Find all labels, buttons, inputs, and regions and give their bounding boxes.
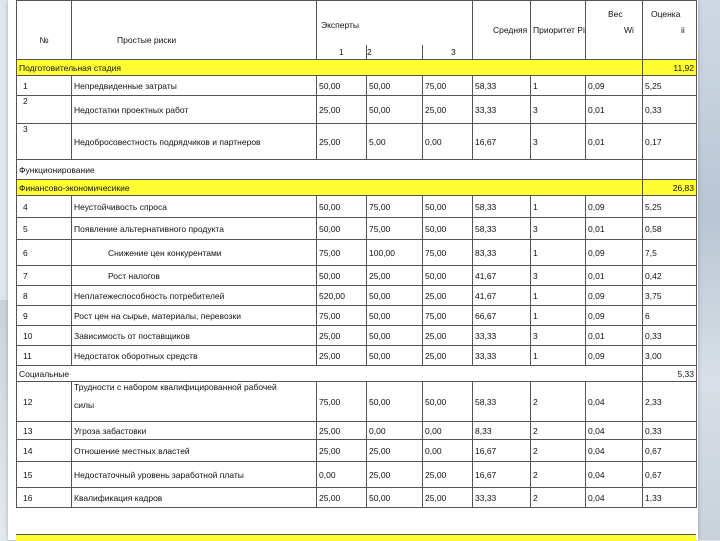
cell-e3: 25,00 <box>423 326 473 346</box>
cell-e1: 25,00 <box>317 440 367 462</box>
section-total: 11,92 <box>643 60 697 76</box>
cell-s: 0,58 <box>643 218 697 240</box>
risk-name-text-cont: силы <box>74 400 95 410</box>
cell-e2: 100,00 <box>367 240 423 266</box>
cell-e3: 0,00 <box>423 124 473 160</box>
table-row <box>17 124 697 160</box>
header-row <box>17 1 697 45</box>
header-expert-1: 1 <box>317 45 367 60</box>
cell-s: 2,33 <box>643 382 697 422</box>
cell-e1: 50,00 <box>317 266 367 286</box>
cell-e1: 25,00 <box>317 124 367 160</box>
cell-p: 1 <box>531 346 586 366</box>
table-row <box>17 240 697 266</box>
header-score <box>643 1 697 60</box>
cell-p: 1 <box>531 306 586 326</box>
risk-name-text: Зависимость от поставщиков <box>74 330 190 341</box>
table-row <box>17 326 697 346</box>
table-row <box>17 346 697 366</box>
cell-w: 0,01 <box>586 218 643 240</box>
cell-p: 1 <box>531 240 586 266</box>
section-total: 5,33 <box>643 366 697 382</box>
cell-p: 2 <box>531 462 586 488</box>
row-number: 9 <box>17 306 72 326</box>
cell-e1: 25,00 <box>317 326 367 346</box>
table-row <box>17 488 697 508</box>
cell-w: 0,01 <box>586 96 643 124</box>
risk-name <box>72 382 317 422</box>
cell-p: 2 <box>531 488 586 508</box>
risk-name <box>72 240 317 266</box>
cell-e1: 25,00 <box>317 96 367 124</box>
cell-s: 0,17 <box>643 124 697 160</box>
cell-avg: 16,67 <box>473 462 531 488</box>
table-row <box>17 422 697 440</box>
cell-e2: 50,00 <box>367 382 423 422</box>
cell-w: 0,09 <box>586 346 643 366</box>
risk-name <box>72 462 317 488</box>
risk-name <box>72 306 317 326</box>
cell-e2: 50,00 <box>367 306 423 326</box>
header-score-label: Оценка <box>651 9 681 19</box>
cell-avg: 58,33 <box>473 76 531 96</box>
row-number: 8 <box>17 286 72 306</box>
header-average: Средняя <box>473 1 531 60</box>
risk-name-text: Непредвиденные затраты <box>74 80 177 91</box>
cell-e3: 75,00 <box>423 76 473 96</box>
cell-w: 0,09 <box>586 240 643 266</box>
cell-e2: 50,00 <box>367 96 423 124</box>
cell-avg: 58,33 <box>473 382 531 422</box>
cell-e1: 50,00 <box>317 76 367 96</box>
table-row <box>17 440 697 462</box>
cell-avg: 16,67 <box>473 440 531 462</box>
risk-name-text: Недобросовестность подрядчиков и партнеров <box>74 136 261 147</box>
cell-avg: 66,67 <box>473 306 531 326</box>
cell-e3: 50,00 <box>423 382 473 422</box>
cell-e2: 25,00 <box>367 440 423 462</box>
risk-name <box>72 440 317 462</box>
cell-e2: 50,00 <box>367 286 423 306</box>
cell-p: 3 <box>531 266 586 286</box>
row-number: 7 <box>17 266 72 286</box>
cell-avg: 83,33 <box>473 240 531 266</box>
section-row-s1 <box>17 60 697 76</box>
cell-e3: 50,00 <box>423 218 473 240</box>
section-label: Финансово-экономичесикие <box>17 180 643 196</box>
row-number: 6 <box>17 240 72 266</box>
cell-e3: 25,00 <box>423 488 473 508</box>
cell-s: 7,5 <box>643 240 697 266</box>
cell-w: 0,04 <box>586 382 643 422</box>
cell-e3: 75,00 <box>423 240 473 266</box>
cell-e3: 25,00 <box>423 462 473 488</box>
cell-e3: 25,00 <box>423 286 473 306</box>
cell-avg: 16,67 <box>473 124 531 160</box>
header-weight-label: Вес <box>608 9 623 19</box>
cell-s: 1,33 <box>643 488 697 508</box>
risk-assessment-table <box>16 0 697 508</box>
section-label: Функционирование <box>17 160 643 180</box>
header-score-sub: ii <box>681 25 685 35</box>
cell-w: 0,09 <box>586 196 643 218</box>
section-total <box>643 160 697 180</box>
cell-s: 0,67 <box>643 440 697 462</box>
risk-name-text: Недостатки проектных работ <box>74 104 189 115</box>
cell-e2: 25,00 <box>367 266 423 286</box>
table-row <box>17 306 697 326</box>
cell-e2: 50,00 <box>367 326 423 346</box>
section-label: Социальные <box>17 366 643 382</box>
row-number: 4 <box>17 196 72 218</box>
cell-p: 2 <box>531 422 586 440</box>
cell-w: 0,09 <box>586 76 643 96</box>
cell-w: 0,04 <box>586 440 643 462</box>
cell-e2: 50,00 <box>367 488 423 508</box>
row-number: 1 <box>17 76 72 96</box>
risk-name-text: Квалификация кадров <box>74 492 163 503</box>
cell-s: 0,33 <box>643 422 697 440</box>
cell-s: 5,25 <box>643 196 697 218</box>
cell-e3: 50,00 <box>423 196 473 218</box>
cell-avg: 33,33 <box>473 346 531 366</box>
row-number: 10 <box>17 326 72 346</box>
cell-e3: 0,00 <box>423 422 473 440</box>
cell-e1: 25,00 <box>317 346 367 366</box>
table-row <box>17 462 697 488</box>
risk-name-text: Рост цен на сырье, материалы, перевозки <box>74 310 241 321</box>
cell-avg: 33,33 <box>473 326 531 346</box>
risk-name-text: Неустойчивость спроса <box>74 201 167 212</box>
risk-name-text: Рост налогов <box>108 270 160 281</box>
cell-w: 0,09 <box>586 306 643 326</box>
row-number: 11 <box>17 346 72 366</box>
cell-w: 0,09 <box>586 286 643 306</box>
cell-avg: 41,67 <box>473 286 531 306</box>
table-row <box>17 266 697 286</box>
risk-name-text: Отношение местных властей <box>74 445 190 456</box>
row-number: 15 <box>17 462 72 488</box>
cell-e1: 0,00 <box>317 462 367 488</box>
row-number: 14 <box>17 440 72 462</box>
risk-name-text: Угроза забастовки <box>74 425 147 436</box>
table-row <box>17 218 697 240</box>
risk-name <box>72 422 317 440</box>
cell-avg: 41,67 <box>473 266 531 286</box>
header-priority: Приоритет Pi <box>531 1 586 60</box>
cell-s: 0,42 <box>643 266 697 286</box>
cell-p: 1 <box>531 196 586 218</box>
cell-w: 0,04 <box>586 488 643 508</box>
risk-name <box>72 346 317 366</box>
cell-s: 0,67 <box>643 462 697 488</box>
header-expert-2: 2 <box>367 45 423 60</box>
risk-name <box>72 286 317 306</box>
cell-w: 0,01 <box>586 266 643 286</box>
cell-e1: 75,00 <box>317 240 367 266</box>
cell-e2: 75,00 <box>367 218 423 240</box>
cell-e3: 50,00 <box>423 266 473 286</box>
cell-e3: 25,00 <box>423 346 473 366</box>
row-number: 13 <box>17 422 72 440</box>
header-expert-3: 3 <box>423 45 473 60</box>
cell-avg: 8,33 <box>473 422 531 440</box>
risk-name <box>72 196 317 218</box>
table-row <box>17 96 697 124</box>
cell-e2: 5,00 <box>367 124 423 160</box>
cell-avg: 58,33 <box>473 218 531 240</box>
cell-e2: 75,00 <box>367 196 423 218</box>
cell-p: 3 <box>531 218 586 240</box>
cell-avg: 33,33 <box>473 488 531 508</box>
table-row <box>17 286 697 306</box>
cell-s: 3,75 <box>643 286 697 306</box>
cell-e1: 75,00 <box>317 382 367 422</box>
header-weight <box>586 1 643 60</box>
table-row <box>17 382 697 422</box>
cell-avg: 58,33 <box>473 196 531 218</box>
risk-name-text: Трудности с набором квалифицированной рабочей <box>74 382 277 392</box>
row-number: 3 <box>17 124 72 160</box>
risk-name-text: Неплатежеспособность потребителей <box>74 290 225 301</box>
cell-s: 0,33 <box>643 96 697 124</box>
row-number: 16 <box>17 488 72 508</box>
section-label: Подготовительная стадия <box>17 60 643 76</box>
header-no: № <box>17 1 72 60</box>
header-experts: Эксперты <box>317 1 473 45</box>
risk-name-text: Недостаточный уровень заработной платы <box>74 469 244 480</box>
cell-p: 1 <box>531 286 586 306</box>
risk-name <box>72 96 317 124</box>
cell-p: 3 <box>531 124 586 160</box>
header-risks: Простые риски <box>72 1 317 60</box>
risk-name <box>72 218 317 240</box>
cell-w: 0,04 <box>586 462 643 488</box>
cell-p: 2 <box>531 440 586 462</box>
risk-name <box>72 326 317 346</box>
cell-s: 5,25 <box>643 76 697 96</box>
risk-name-text: Снижение цен конкурентами <box>108 247 222 258</box>
cell-e1: 75,00 <box>317 306 367 326</box>
cell-e2: 50,00 <box>367 76 423 96</box>
cell-e2: 25,00 <box>367 462 423 488</box>
risk-name <box>72 76 317 96</box>
section-row-s4 <box>17 366 697 382</box>
cell-p: 2 <box>531 382 586 422</box>
table-row <box>17 76 697 96</box>
cell-e1: 25,00 <box>317 488 367 508</box>
cell-s: 6 <box>643 306 697 326</box>
cell-p: 1 <box>531 76 586 96</box>
cell-e1: 520,00 <box>317 286 367 306</box>
row-number: 5 <box>17 218 72 240</box>
section-total: 26,83 <box>643 180 697 196</box>
cell-e3: 0,00 <box>423 440 473 462</box>
cell-e1: 50,00 <box>317 196 367 218</box>
cell-p: 3 <box>531 326 586 346</box>
header-weight-sub: Wi <box>624 25 634 35</box>
row-number: 2 <box>17 96 72 124</box>
cell-e3: 25,00 <box>423 96 473 124</box>
risk-name <box>72 266 317 286</box>
risk-name <box>72 488 317 508</box>
cell-w: 0,01 <box>586 326 643 346</box>
cell-e1: 50,00 <box>317 218 367 240</box>
cell-e1: 25,00 <box>317 422 367 440</box>
cell-avg: 33,33 <box>473 96 531 124</box>
risk-name-text: Появление альтернативного продукта <box>74 223 224 234</box>
risk-name <box>72 124 317 160</box>
cell-s: 0,33 <box>643 326 697 346</box>
section-row-s3 <box>17 180 697 196</box>
cell-s: 3,00 <box>643 346 697 366</box>
table-row <box>17 196 697 218</box>
cell-e2: 50,00 <box>367 346 423 366</box>
cell-w: 0,04 <box>586 422 643 440</box>
cell-e2: 0,00 <box>367 422 423 440</box>
section-row-s2 <box>17 160 697 180</box>
risk-name-text: Недостаток оборотных средств <box>74 350 198 361</box>
cell-w: 0,01 <box>586 124 643 160</box>
cell-e3: 75,00 <box>423 306 473 326</box>
row-number: 12 <box>17 382 72 422</box>
cell-p: 3 <box>531 96 586 124</box>
